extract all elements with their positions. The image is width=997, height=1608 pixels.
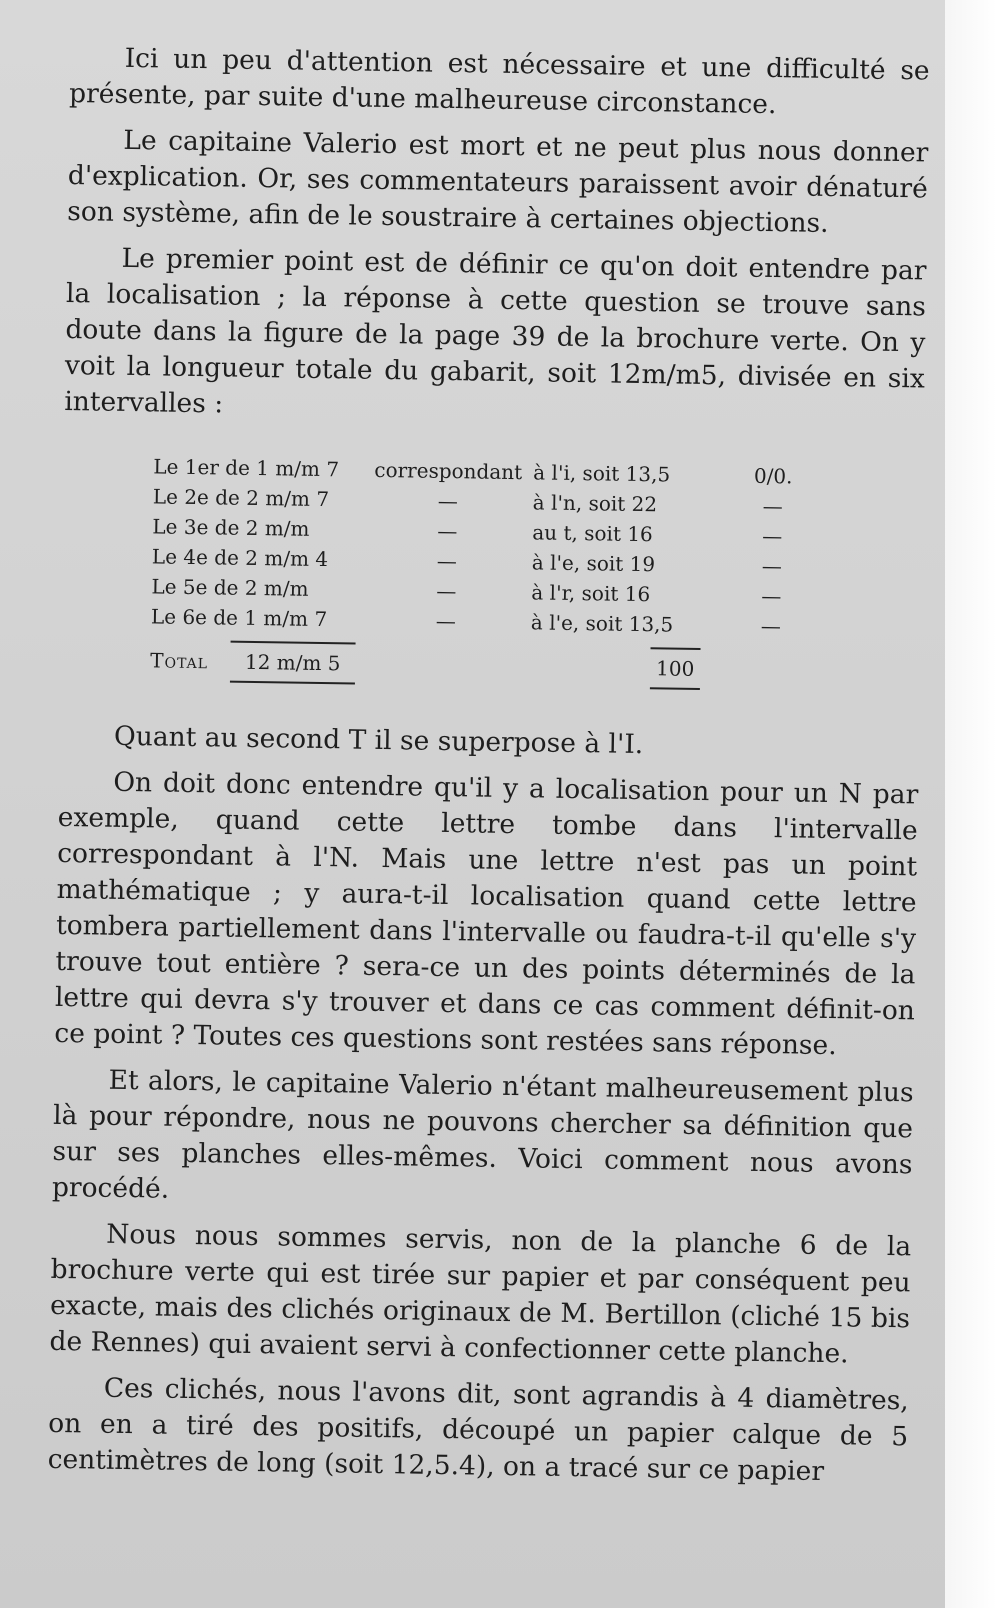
paragraph-attention: Ici un peu d'attention est nécessaire et une difficulté se présente, par suite d'une malheureuse circonstance. bbox=[68, 42, 930, 121]
paragraph-second-t: Quant au second T il se superpose à l'I. bbox=[113, 720, 644, 761]
row-link: — bbox=[436, 578, 457, 604]
row-interval: Le 1er de 1 m/m 7 bbox=[153, 454, 340, 482]
row-letter: à l'r, soit 16 bbox=[531, 580, 651, 607]
row-unit: — bbox=[761, 553, 783, 579]
paragraph-premier-point: Le premier point est de définir ce qu'on doit entendre par la localisation ; la réponse à cette question se trouve sans doute dans la figure de la page 39 de la brochure verte. On y voit la longueur totale du gabarit, soit 12m/m5, divisée en six intervalles : bbox=[64, 242, 927, 420]
paragraph-agrandis: Ces clichés, nous l'avons dit, sont agrandis à 4 diamètres, on en a tiré des positifs, découpé un papier calque de 5 centimètres de long (soit 12,5.4), on a tracé sur ce papier bbox=[47, 1372, 909, 1488]
table-total-row bbox=[150, 639, 791, 691]
row-letter: au t, soit 16 bbox=[532, 520, 653, 547]
row-link: — bbox=[437, 518, 458, 544]
total-label: Total bbox=[150, 648, 209, 674]
row-interval: Le 6e de 1 m/m 7 bbox=[150, 604, 328, 632]
total-length: 12 m/m 5 bbox=[230, 641, 356, 685]
row-link: — bbox=[437, 488, 458, 514]
row-unit: — bbox=[762, 493, 783, 519]
row-interval: Le 5e de 2 m/m bbox=[151, 574, 309, 601]
row-link: — bbox=[436, 548, 458, 574]
paragraph-planches: Et alors, le capitaine Valerio n'étant malheureusement plus là pour répondre, nous ne pouvons chercher sa définition que sur ses planches elles-mêmes. Voici comment nous avons procédé. bbox=[51, 1064, 914, 1205]
row-unit: 0/0. bbox=[753, 463, 793, 489]
paragraph-localisation: On doit donc entendre qu'il y a localisation pour un N par exemple, quand cette lettre tombe dans l'intervalle correspondant à l'N. Mais une lettre n'est pas un point mathématique ; y aura-t-il localisation quand cette lettre tombera partiellement dans l'intervalle ou faudra-t-il qu'elle s'y trouve tout entière ? sera-ce un des points déterminés de la lettre qui devra s'y trouver et dans ce cas comment définit-on ce point ? Toutes ces questions sont restées sans réponse. bbox=[54, 766, 919, 1062]
row-letter: à l'n, soit 22 bbox=[532, 490, 658, 517]
row-unit: — bbox=[761, 583, 782, 609]
total-percent: 100 bbox=[650, 647, 701, 690]
paragraph-cliches-originaux: Nous nous sommes servis, non de la planche 6 de la brochure verte qui est tirée sur papier et par conséquent peu exacte, mais des clichés originaux de M. Bertillon (cliché 15 bis de Rennes) qui avaient servi à confectionner cette planche. bbox=[49, 1218, 912, 1370]
interval-table bbox=[150, 451, 794, 691]
row-unit: — bbox=[760, 613, 782, 639]
text-column bbox=[47, 40, 930, 1501]
paragraph-valerio-mort: Le capitaine Valerio est mort et ne peut plus nous donner d'explication. Or, ses commentateurs paraissent avoir dénaturé son système, afin de le soustraire à certaines objections. bbox=[67, 124, 929, 239]
row-interval: Le 3e de 2 m/m bbox=[152, 514, 310, 541]
row-interval: Le 2e de 2 m/m 7 bbox=[152, 484, 330, 512]
row-unit: — bbox=[762, 523, 783, 549]
row-letter: à l'e, soit 13,5 bbox=[530, 610, 674, 637]
row-interval: Le 4e de 2 m/m 4 bbox=[151, 544, 329, 572]
row-letter: à l'e, soit 19 bbox=[531, 550, 656, 577]
row-letter: à l'i, soit 13,5 bbox=[533, 460, 671, 487]
row-link: correspondant bbox=[374, 457, 523, 485]
row-link: — bbox=[435, 608, 457, 634]
